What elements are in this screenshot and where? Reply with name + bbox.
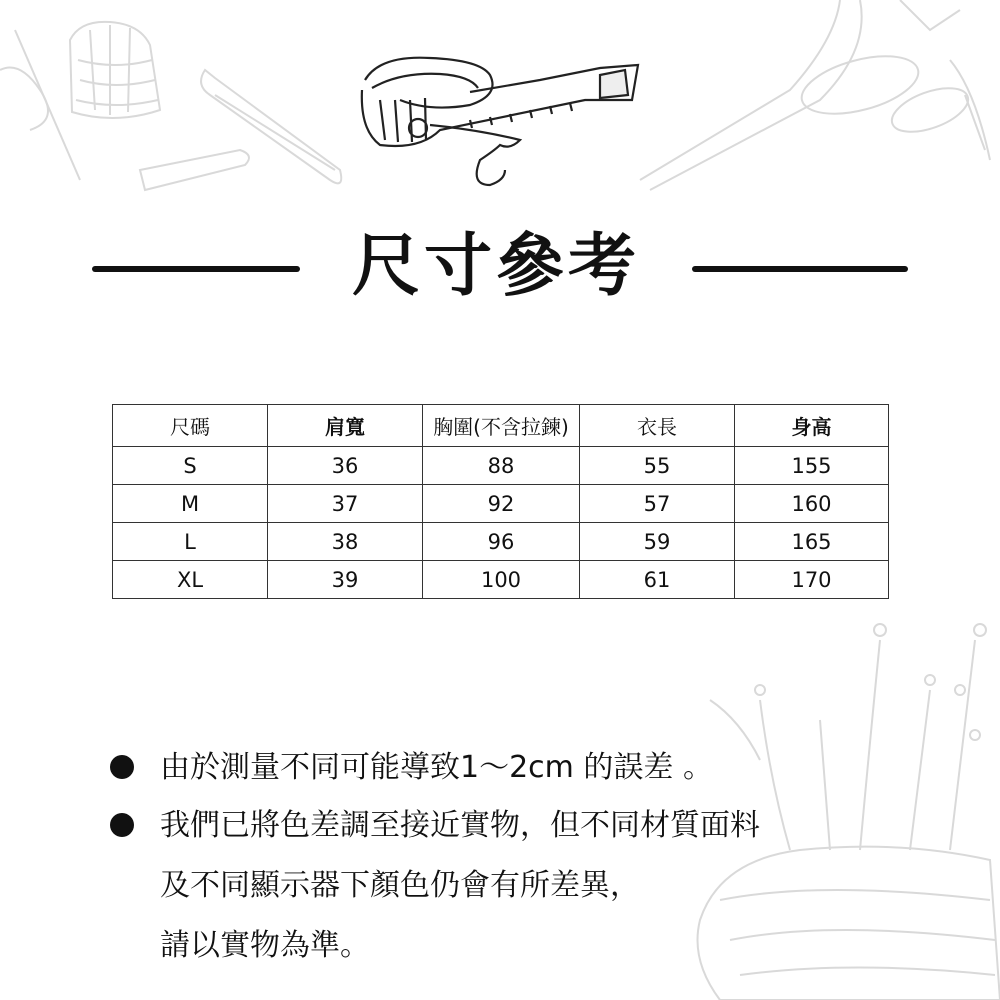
table-header-row bbox=[113, 405, 889, 447]
note-line: 由於測量不同可能導致1～2cm 的誤差 。 bbox=[160, 750, 713, 785]
thimble-icon bbox=[70, 22, 160, 118]
cell-chest: 100 bbox=[423, 561, 580, 599]
note-line: 請以實物為準。 bbox=[160, 928, 370, 963]
title-rule-right bbox=[692, 266, 908, 272]
cell-length: 55 bbox=[580, 447, 735, 485]
cell-length: 59 bbox=[580, 523, 735, 561]
cell-length: 61 bbox=[580, 561, 735, 599]
header-length: 衣長 bbox=[580, 405, 735, 447]
cell-length: 57 bbox=[580, 485, 735, 523]
table-row bbox=[113, 561, 889, 599]
cell-height: 155 bbox=[735, 447, 889, 485]
title-rule-left bbox=[92, 266, 300, 272]
cell-shoulder: 37 bbox=[268, 485, 423, 523]
cell-size: M bbox=[113, 485, 268, 523]
size-chart-table bbox=[112, 404, 889, 599]
cell-size: S bbox=[113, 447, 268, 485]
scissors-icon bbox=[640, 0, 990, 190]
cell-shoulder: 39 bbox=[268, 561, 423, 599]
bullet-icon bbox=[110, 813, 134, 837]
table-row bbox=[113, 523, 889, 561]
page-title: 尺寸參考 bbox=[351, 227, 640, 306]
cell-chest: 88 bbox=[423, 447, 580, 485]
table-row bbox=[113, 447, 889, 485]
table-row bbox=[113, 485, 889, 523]
cell-height: 170 bbox=[735, 561, 889, 599]
cell-size: L bbox=[113, 523, 268, 561]
note-item bbox=[110, 798, 910, 974]
cell-height: 165 bbox=[735, 523, 889, 561]
header-size: 尺碼 bbox=[113, 405, 268, 447]
note-item bbox=[110, 740, 910, 796]
cell-chest: 92 bbox=[423, 485, 580, 523]
title-bar bbox=[0, 222, 1000, 312]
header-shoulder: 肩寬 bbox=[268, 405, 423, 447]
header-height: 身高 bbox=[735, 405, 889, 447]
notes-list bbox=[110, 740, 910, 974]
note-line: 我們已將色差調至接近實物，但不同材質面料 bbox=[160, 808, 760, 843]
bullet-icon bbox=[110, 755, 134, 779]
cell-chest: 96 bbox=[423, 523, 580, 561]
cell-height: 160 bbox=[735, 485, 889, 523]
cell-shoulder: 36 bbox=[268, 447, 423, 485]
cell-shoulder: 38 bbox=[268, 523, 423, 561]
safety-pin-icon bbox=[140, 70, 341, 190]
header-chest: 胸圍(不含拉鍊) bbox=[423, 405, 580, 447]
note-line: 及不同顯示器下顏色仍會有所差異， bbox=[160, 868, 640, 903]
measuring-tape-icon bbox=[362, 58, 638, 185]
cell-size: XL bbox=[113, 561, 268, 599]
